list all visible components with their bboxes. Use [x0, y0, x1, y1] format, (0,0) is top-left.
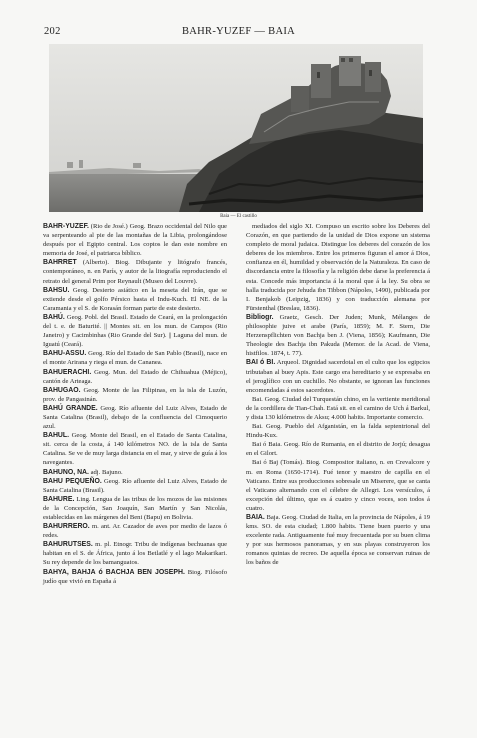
entry-headword: BAHRRET [43, 259, 77, 267]
dictionary-entry [43, 495, 227, 522]
entry-text: mediados del siglo XI. Compuso un escrito sobre los Deberes del Corazón, en que partiendo de la unidad de Dios expone un sistema completo de moral judaica. Distingue los deberes del corazón de los deberes de los miembros. Entre los primeros figuran el amor á Dios, confianza en él, humildad y observación de la Naturaleza. En caso de discordancia entre la filosofía y la religión debe darse la preferencia á esta. Concede más importancia á la moral que á la ley. Su obra se halla traducida por Jehuda ibn Tibbon (Nápoles, 1490), publicada por I. Benjakob (Leipzig, 1836) y con traducción alemana por Fürstenthal (Breslau, 1836). [246, 223, 430, 312]
entry-headword: BAHURUTSES. [43, 541, 93, 549]
dictionary-entry [43, 368, 227, 386]
entry-headword: BAIA. [246, 514, 265, 521]
dictionary-entry [43, 522, 227, 540]
dictionary-entry [43, 286, 227, 313]
entry-text: Geog. Monte de las Filipinas, en la isla de Luzón, prov. de Pangasinán. [43, 386, 227, 403]
entry-text: (Alberto). Biog. Dibujante y litógrafo francés, contemporáneo, n. en París, y autor de la litografía reproduciendo el retrato del general Prim por Reynault (Museo del Louvre). [43, 259, 227, 285]
entry-text: Geog. Río afluente del Luiz Alves, Estado de Santa Catalina (Brasil), debajo de la confluencia del Cimoquerio azul. [43, 404, 227, 431]
entry-text: Geog. Mun. del Estado de Chihuahua (Méjico), cantón de Arteaga. [43, 368, 227, 385]
entry-headword: BAHUNO, NA. [43, 468, 89, 476]
entry-headword: BAHÚ GRANDE. [43, 404, 98, 412]
entry-headword: BAHR-YUZEF. [43, 223, 89, 230]
entry-text: m. pl. Etnogr. Tribu de indígenas bechuanas que habitan en el S. de África, junto á los Betlatlé y el lago Makarikari. Su rey depende de los bamanguatos. [43, 541, 227, 567]
entry-text: m. ant. Ar. Cazador de aves por medio de lazos ó redes. [43, 523, 227, 540]
entry-text: (Rio de José.) Geog. Brazo occidental del Nilo que va serpenteando al pie de las montañas de la Libia, prolongándose después por el Egipto central. Los coptos le dan este nombre en memoria de José, el patriarca bíblico. [43, 223, 227, 258]
castle-photograph [49, 44, 423, 212]
entry-headword: BAHYA, BAHJA ó BACHJA BEN JOSEPH. [43, 568, 185, 576]
entry-text: Ling. Lengua de las tribus de los mozos de las misiones de la Concepción, San Joaquín, San Martín y San Nicolás, establecidas en las márgenes del Beni (Bapu) en Bolivia. [43, 495, 227, 521]
entry-headword: BAHU PEQUEÑO. [43, 477, 102, 485]
dictionary-entry [246, 458, 430, 513]
left-text-column [43, 222, 227, 586]
entry-headword: BAHÚ. [43, 313, 65, 321]
castle-photo-illustration [49, 44, 423, 212]
dictionary-entry [246, 395, 430, 422]
dictionary-entry [246, 513, 430, 568]
page-number: 202 [44, 26, 61, 37]
dictionary-entry [43, 386, 227, 404]
dictionary-entry [246, 422, 430, 440]
entry-text: Graetz, Gesch. Der Juden; Munk, Mélanges de philosophie juive et arabe (París, 1859); M. F. Stern, Die Herzenspflichten von Bachja ben J. (Viena, 1856); Kaufmann, Die Theologie des Bachja ibn Pakuda (Memor. de la Acad. de Viena, histfilos. 1874, t. 77). [246, 313, 430, 358]
entry-text: Bai ó Baj (Tomás). Biog. Compositor italiano, n. en Crevalcore y m. en Roma (1650-1714). Fué tenor y maestro de capilla en el Vaticano. Entre sus producciones sobresale un Miserere, que se canta el Vaticano alternando con el célebre de Allegri. Los versículos, á excepción del último, que es á cuatro y cinco voces, son todos á cuatro. [246, 459, 430, 512]
dictionary-entry [43, 349, 227, 367]
entry-headword: BAI ó BI. [246, 359, 276, 367]
entry-headword: Bibliogr. [246, 313, 274, 321]
entry-headword: BAHURE. [43, 495, 75, 503]
dictionary-entry [43, 258, 227, 285]
dictionary-entry [43, 404, 227, 431]
running-title: BAHR-YUZEF — BAIA [181, 26, 296, 37]
entry-text: Arqueol. Dignidad sacerdotal en el culto que los egipcios tributaban al buey Apis. Este cargo era hereditario y se expresaba en el jeroglífico con un cuchillo. No obstante, se ignoran las funciones encomendadas á estos sacerdotes. [246, 359, 430, 394]
page-header [44, 26, 433, 40]
dictionary-entry [43, 540, 227, 567]
entry-headword: BAHSU. [43, 286, 70, 294]
dictionary-entry [246, 440, 430, 458]
entry-text: Geog. Monte del Brasil, en el Estado de Santa Catalina, sit. cerca de la costa, á 140 kilómetros NO. de la isla de Santa Catalina. Se ve de muy larga distancia en el mar, y sirve de guía á los navegantes. [43, 432, 227, 467]
entry-headword: BAHUL. [43, 432, 70, 440]
dictionary-entry [43, 222, 227, 258]
dictionary-entry [246, 313, 430, 358]
dictionary-entry [43, 431, 227, 467]
right-text-column [246, 222, 430, 568]
entry-headword: BAHUGAO. [43, 386, 81, 394]
entry-text: Geog. Desierto asiático en la meseta del Irán, que se extiende desde el golfo Pérsico hasta el Indu-Kuch. El NE. de la Caramania y el S. de Korasán forman parte de este desierto. [43, 286, 227, 312]
entry-text: Geog. Río del Estado de San Pablo (Brasil), nace en el monte Arirana y riega el mun. de Cananea. [43, 350, 227, 367]
entry-text: Biog. Filósofo judío que vivió en España á [43, 568, 227, 585]
dictionary-entry [246, 358, 430, 394]
dictionary-entry [43, 313, 227, 349]
dictionary-entry [43, 568, 227, 586]
entry-text: Geog. Pobl. del Brasil. Estado de Ceará, en la prolongación del t. e. de Baturité. || Montes sit. en los mun. de Campos (Rio Janeiro) y Cacimbinhas (Rio Grande del Sur). || Laguna del mun. de Iguatú (Ceará). [43, 313, 227, 349]
entry-headword: BAHUERACHI. [43, 368, 92, 376]
dictionary-entry [43, 468, 227, 477]
dictionary-entry [246, 222, 430, 313]
entry-text: adj. Bajuno. [88, 468, 123, 476]
entry-text: Bai. Geog. Pueblo del Afganistán, en la falda septentrional del Hindu-Kux. [246, 423, 430, 440]
entry-headword: BAHU-ASSU. [43, 350, 87, 358]
dictionary-entry [43, 477, 227, 495]
entry-text: Bai. Geog. Ciudad del Turquestán chino, en la vertiente meridional de la cordillera de Tian-Chah. Está sit. en el camino de Uch á Barkul, y dista 130 kilómetros de Aksu; 4.000 habits. Importante comercio. [246, 395, 430, 421]
entry-text: Geog. Río afluente del Luiz Alves, Estado de Santa Catalina (Brasil). [43, 477, 227, 494]
entry-text: Bai ó Baia. Geog. Río de Rumania, en el distrito de Jorjú; desagua en el Gilort. [246, 441, 430, 458]
entry-headword: BAHURRERO. [43, 523, 90, 531]
figure-caption: Baia — El castillo [220, 214, 257, 219]
entry-text: Baja. Geog. Ciudad de Italia, en la provincia de Nápoles, á 19 kms. SO. de esta ciudad; 1.800 habits. Tiene buen puerto y una excelente rada. Antiguamente fué muy frecuentada por su buen clima y por sus hermosos panoramas, y en sus playas construyeron los romanos quintas de recreo. De aquella época se conservan ruinas de los baños de [246, 514, 430, 567]
